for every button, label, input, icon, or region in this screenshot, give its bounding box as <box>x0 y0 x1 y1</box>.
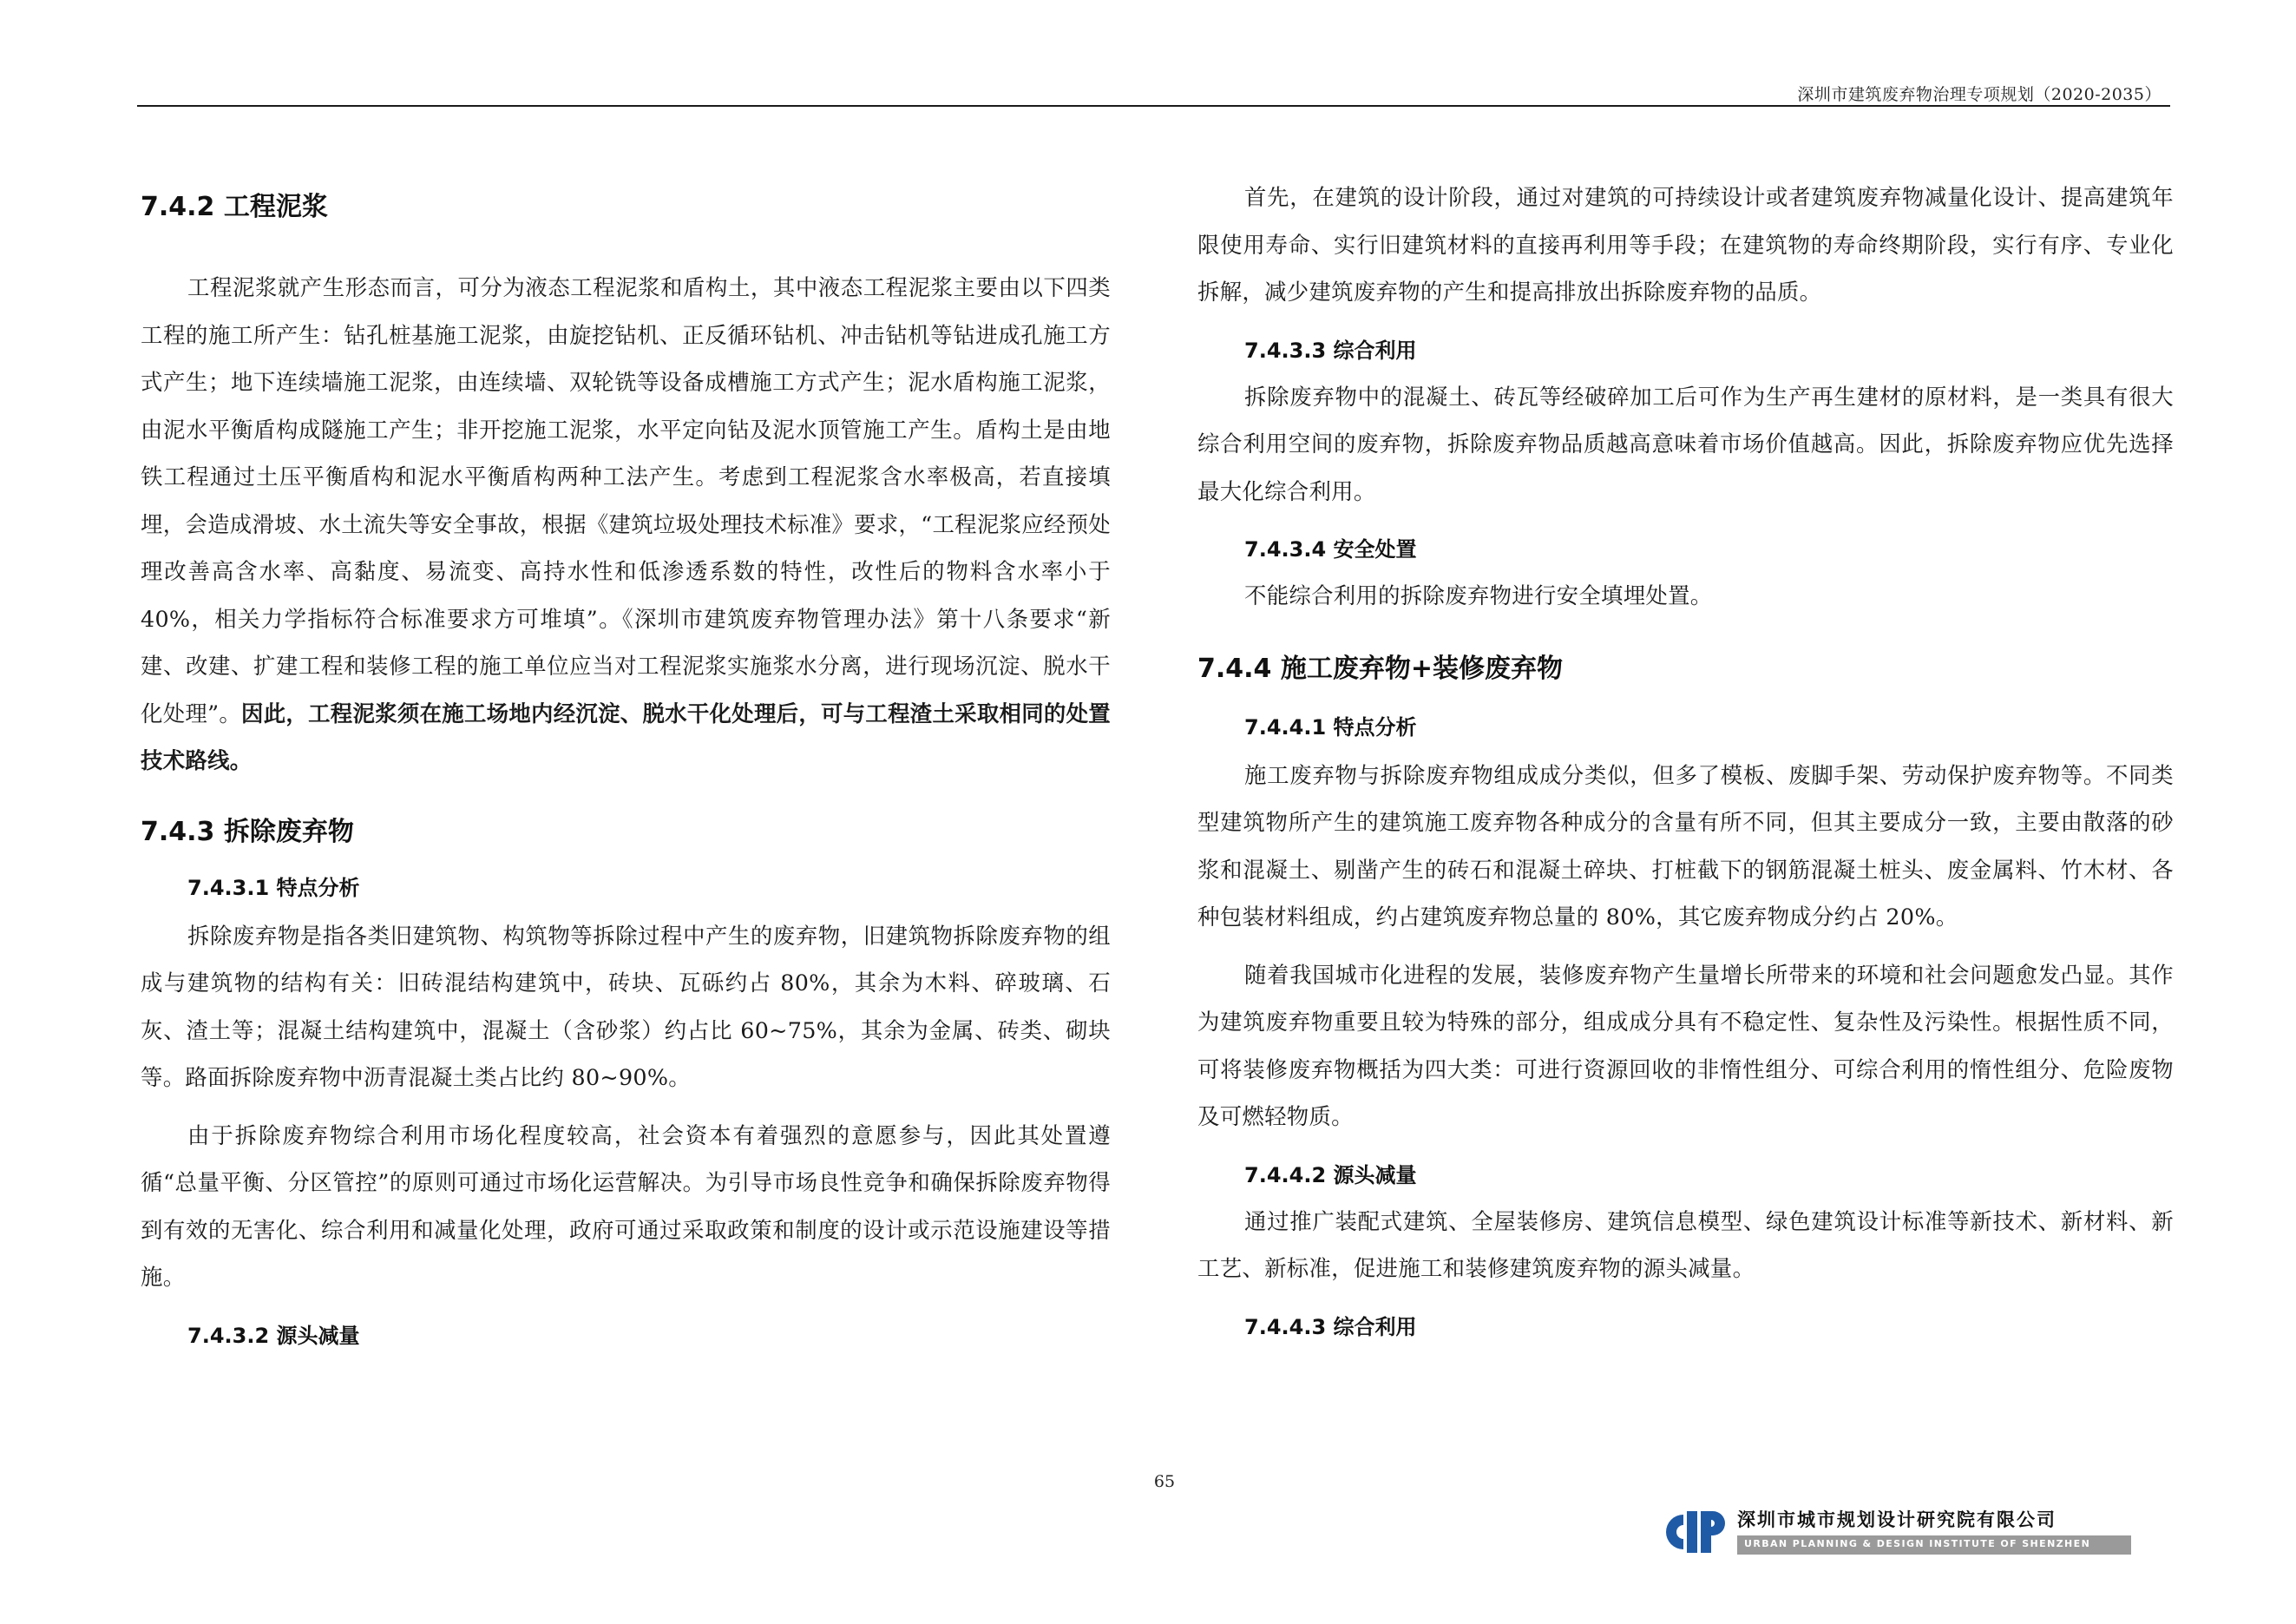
right-column <box>1197 174 2174 1338</box>
institute-name-en: URBAN PLANNING & DESIGN INSTITUTE OF SHENZHEN <box>1744 1538 2091 1549</box>
institute-logo <box>1664 1506 2133 1575</box>
paragraph-safe-disposal: 不能综合利用的拆除废弃物进行安全填埋处置。 <box>1244 582 1713 608</box>
page-number: 65 <box>1153 1472 1176 1491</box>
subsection-heading-7-4-3-1: 7.4.3.1 特点分析 <box>187 875 360 900</box>
subsection-heading-7-4-4-3: 7.4.4.3 综合利用 <box>1244 1314 1417 1339</box>
paragraph-demolition-composition: 拆除废弃物是指各类旧建筑物、构筑物等拆除过程中产生的废弃物，旧建筑物拆除废弃物的组成与建筑物的结构有关：旧砖混结构建筑中，砖块、瓦砾约占 80%，其余为木料、碎玻璃、石灰、渣土等；混凝土结构建筑中，混凝土（含砂浆）约占比 60~75%，其余为金属、砖类、砌块等。路面拆除废弃物中沥青混凝土类占比约 80~90%。 <box>141 922 1111 1090</box>
left-column <box>141 174 1111 1346</box>
institute-logo-icon <box>1664 1506 1732 1558</box>
paragraph-source-reduction: 首先，在建筑的设计阶段，通过对建筑的可持续设计或者建筑废弃物减量化设计、提高建筑年限使用寿命、实行旧建筑材料的直接再利用等手段；在建筑物的寿命终期阶段，实行有序、专业化拆解，减少建筑废弃物的产生和提高排放出拆除废弃物的品质。 <box>1197 184 2174 305</box>
paragraph-text: 工程泥浆就产生形态而言，可分为液态工程泥浆和盾构土，其中液态工程泥浆主要由以下四类工程的施工所产生：钻孔桩基施工泥浆，由旋挖钻机、正反循环钻机、冲击钻机等钻进成孔施工方式产生；地下连续墙施工泥浆，由连续墙、双轮铣等设备成槽施工方式产生；泥水盾构施工泥浆，由泥水平衡盾构成隧施工产生；非开挖施工泥浆，水平定向钻及泥水顶管施工产生。盾构土是由地铁工程通过土压平衡盾构和泥水平衡盾构两种工法产生。考虑到工程泥浆含水率极高，若直接填埋，会造成滑坡、水土流失等安全事故，根据《建筑垃圾处理技术标准》要求，“工程泥浆应经预处理改善高含水率、高黏度、易流变、高持水性和低渗透系数的特性，改性后的物料含水率小于 40%，相关力学指标符合标准要求方可堆填”。《深圳市建筑废弃物管理办法》第十八条要求“新建、改建、扩建工程和装修工程的施工单位应当对工程泥浆实施浆水分离，进行现场沉淀、脱水干化处理”。 <box>141 274 1111 727</box>
subsection-heading-7-4-4-1: 7.4.4.1 特点分析 <box>1244 714 1417 740</box>
paragraph-conclusion: 因此，工程泥浆须在施工场地内经沉淀、脱水干化处理后，可与工程渣土采取相同的处置技术路线。 <box>141 700 1111 773</box>
subsection-heading-7-4-3-3: 7.4.3.3 综合利用 <box>1244 338 1417 363</box>
document-title: 深圳市建筑废弃物治理专项规划（2020-2035） <box>1797 85 2162 104</box>
institute-name-cn: 深圳市城市规划设计研究院有限公司 <box>1737 1509 2057 1530</box>
section-heading-7-4-4: 7.4.4 施工废弃物+装修废弃物 <box>1197 653 1563 684</box>
subsection-heading-7-4-3-2: 7.4.3.2 源头减量 <box>187 1323 360 1348</box>
paragraph-engineering-slurry <box>141 264 1111 785</box>
paragraph-demolition-market: 由于拆除废弃物综合利用市场化程度较高，社会资本有着强烈的意愿参与，因此其处置遵循“总量平衡、分区管控”的原则可通过市场化运营解决。为引导市场良性竞争和确保拆除废弃物得到有效的无害化、综合利用和减量化处理，政府可通过采取政策和制度的设计或示范设施建设等措施。 <box>141 1121 1111 1290</box>
section-heading-7-4-2: 7.4.2 工程泥浆 <box>141 192 328 222</box>
paragraph-construction-waste: 施工废弃物与拆除废弃物组成成分类似，但多了模板、废脚手架、劳动保护废弃物等。不同类型建筑物所产生的建筑施工废弃物各种成分的含量有所不同，但其主要成分一致，主要由散落的砂浆和混凝土、剔凿产生的砖石和混凝土碎块、打桩截下的钢筋混凝土桩头、废金属料、竹木材、各种包装材料组成，约占建筑废弃物总量的 80%，其它废弃物成分约占 20%。 <box>1197 761 2174 930</box>
subsection-heading-7-4-4-2: 7.4.4.2 源头减量 <box>1244 1162 1417 1187</box>
subsection-heading-7-4-3-4: 7.4.3.4 安全处置 <box>1244 537 1417 562</box>
header-divider <box>137 105 2170 107</box>
paragraph-source-reduction-construction: 通过推广装配式建筑、全屋装修房、建筑信息模型、绿色建筑设计标准等新技术、新材料、新工艺、新标准，促进施工和装修建筑废弃物的源头减量。 <box>1197 1207 2174 1281</box>
paragraph-comprehensive-use: 拆除废弃物中的混凝土、砖瓦等经破碎加工后可作为生产再生建材的原材料，是一类具有很大综合利用空间的废弃物，拆除废弃物品质越高意味着市场价值越高。因此，拆除废弃物应优先选择最大化综合利用。 <box>1197 383 2174 504</box>
paragraph-decoration-waste: 随着我国城市化进程的发展，装修废弃物产生量增长所带来的环境和社会问题愈发凸显。其作为建筑废弃物重要且较为特殊的部分，组成成分具有不稳定性、复杂性及污染性。根据性质不同，可将装修废弃物概括为四大类：可进行资源回收的非惰性组分、可综合利用的惰性组分、危险废物及可燃轻物质。 <box>1197 961 2174 1129</box>
section-heading-7-4-3: 7.4.3 拆除废弃物 <box>141 816 354 847</box>
